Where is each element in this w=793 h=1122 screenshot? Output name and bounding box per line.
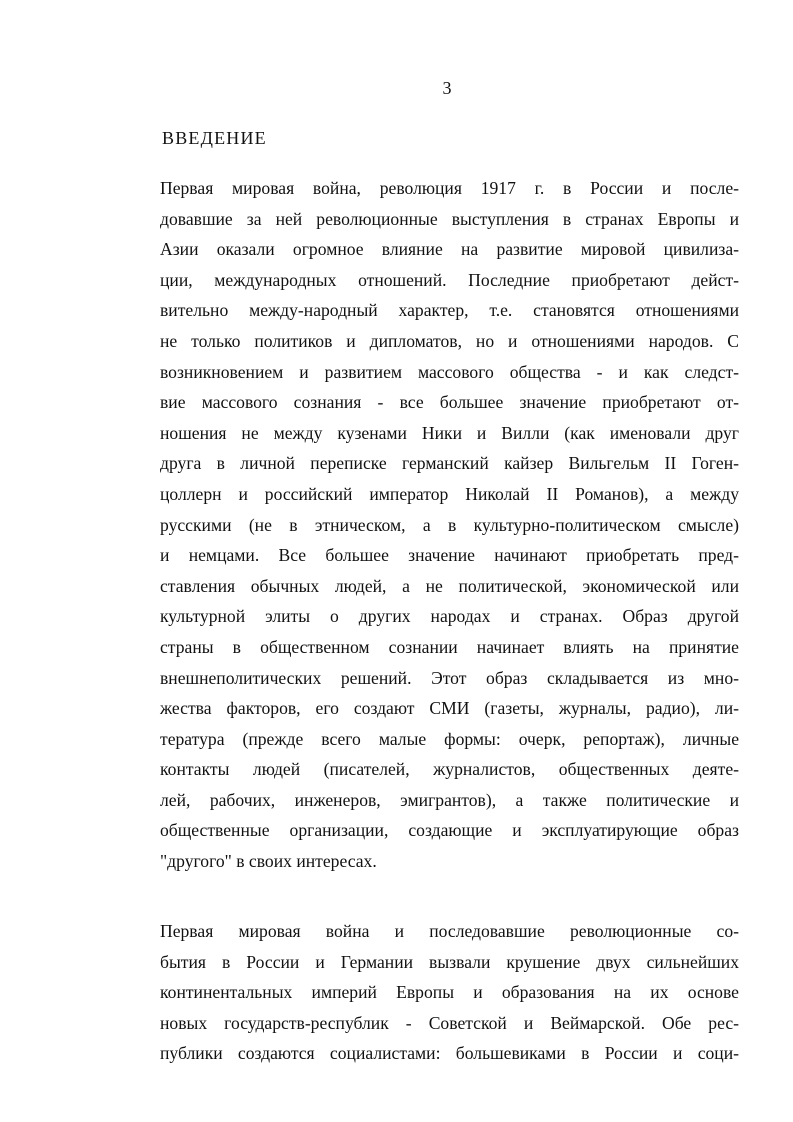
- text-line: культурной элиты о других народах и странах. Образ другой: [160, 606, 739, 627]
- text-line: друга в личной переписке германский кайзер Вильгельм II Гоген-: [160, 453, 739, 474]
- text-line: новых государств-республик - Советской и Веймарской. Обе рес-: [160, 1012, 739, 1033]
- text-line: общественные организации, создающие и эксплуатирующие образ: [160, 820, 739, 841]
- text-line: довавшие за ней революционные выступления в странах Европы и: [160, 208, 739, 229]
- text-line: цоллерн и российский император Николай II Романов), а между: [160, 483, 739, 504]
- section-heading: ВВЕДЕНИЕ: [162, 128, 267, 148]
- text-line: Первая мировая война, революция 1917 г. в России и после-: [160, 178, 739, 198]
- text-line: тература (прежде всего малые формы: очерк, репортаж), личные: [160, 728, 739, 749]
- text-line: русскими (не в этническом, а в культурно-политическом смысле): [160, 514, 739, 535]
- text-line: Первая мировая война и последовавшие революционные со-: [160, 921, 739, 941]
- text-line: и немцами. Все большее значение начинают приобретать пред-: [160, 545, 739, 566]
- paragraph-1: [160, 173, 739, 877]
- text-line: бытия в России и Германии вызвали крушение двух сильнейших: [160, 951, 739, 972]
- text-line: страны в общественном сознании начинает влиять на принятие: [160, 636, 739, 657]
- text-line: "другого" в своих интересах.: [160, 851, 377, 872]
- text-line: ции, международных отношений. Последние приобретают дейст-: [160, 269, 739, 290]
- text-line: внешнеполитических решений. Этот образ складывается из мно-: [160, 667, 739, 688]
- text-line: вие массового сознания - все большее значение приобретают от-: [160, 392, 739, 413]
- text-line: контакты людей (писателей, журналистов, общественных деяте-: [160, 759, 739, 780]
- text-line: ставления обычных людей, а не политической, экономической или: [160, 575, 739, 596]
- text-line: континентальных империй Европы и образования на их основе: [160, 982, 739, 1003]
- paragraph-2: [160, 916, 739, 1069]
- page-number: 3: [442, 78, 452, 98]
- text-line: вительно между-народный характер, т.е. становятся отношениями: [160, 300, 739, 321]
- text-line: ношения не между кузенами Ники и Вилли (как именовали друг: [160, 422, 739, 443]
- text-line: возникновением и развитием массового общества - и как следст-: [160, 361, 739, 382]
- text-line: не только политиков и дипломатов, но и отношениями народов. С: [160, 330, 739, 351]
- text-line: Азии оказали огромное влияние на развитие мировой цивилиза-: [160, 239, 739, 260]
- text-line: публики создаются социалистами: большевиками в России и соци-: [160, 1043, 739, 1064]
- text-line: жества факторов, его создают СМИ (газеты, журналы, радио), ли-: [160, 698, 739, 719]
- text-line: лей, рабочих, инженеров, эмигрантов), а также политические и: [160, 789, 739, 810]
